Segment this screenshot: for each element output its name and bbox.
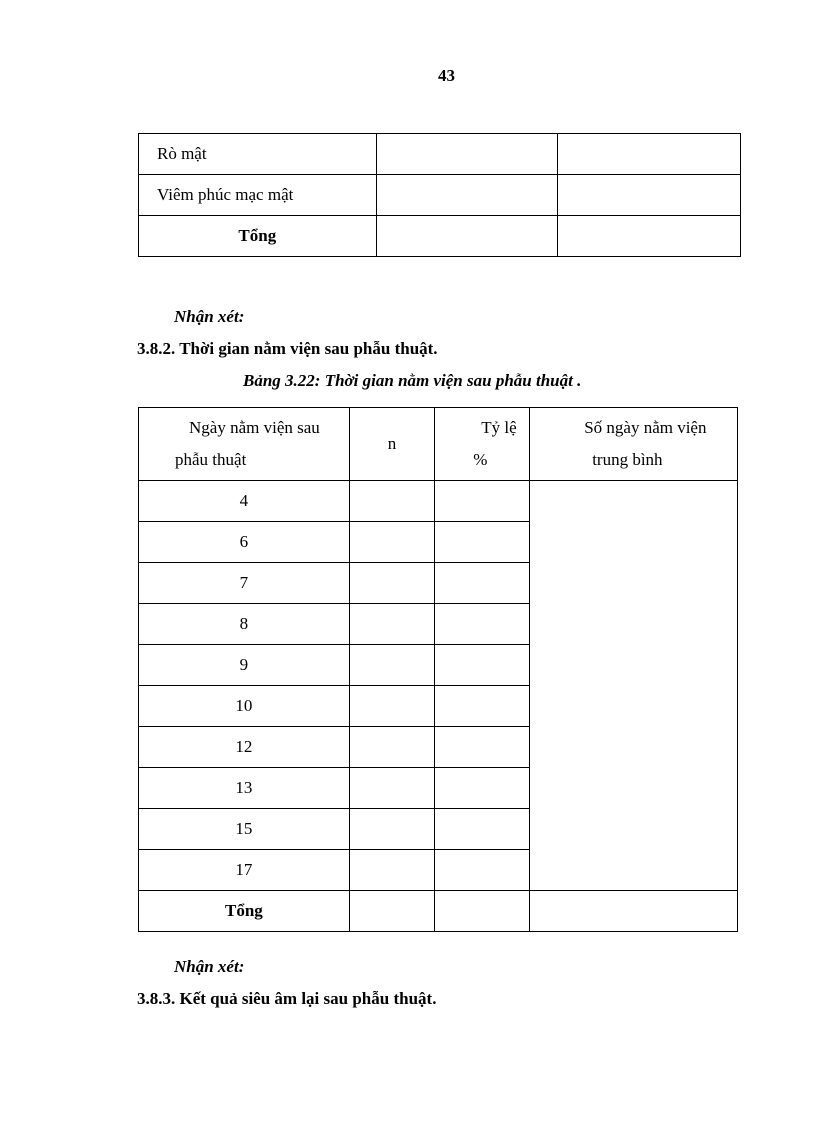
table-cell [376,175,558,216]
table-cell [349,850,434,891]
table-cell [435,686,530,727]
header-n: n [349,408,434,481]
total-label: Tổng [139,216,377,257]
complications-table [138,133,741,257]
table-header-row [139,408,738,481]
day-cell: 6 [139,522,350,563]
table-cell [349,604,434,645]
table-cell [349,481,434,522]
table-cell [349,686,434,727]
day-cell: 13 [139,768,350,809]
table-cell [349,727,434,768]
table-cell [349,645,434,686]
hospital-stay-table [138,407,738,932]
table-cell [558,216,741,257]
table-cell [435,522,530,563]
table-cell [435,481,530,522]
header-days-line1: Ngày nằm viện sau [189,418,320,437]
header-rate [435,408,530,481]
remark-label: Nhận xét: [174,957,245,976]
table-row [139,481,738,522]
header-rate-line1: Tỷ lệ [481,418,517,437]
table-cell [376,134,558,175]
table-cell [530,891,738,932]
table-cell [435,768,530,809]
header-mean-line1: Số ngày nằm viện [584,418,707,437]
table-total-row [139,216,741,257]
day-cell: 10 [139,686,350,727]
day-cell: 8 [139,604,350,645]
header-mean-line2: trung bình [592,450,663,469]
header-days [139,408,350,481]
day-cell: 4 [139,481,350,522]
mean-days-cell [530,481,738,891]
row-label: Viêm phúc mạc mật [139,175,377,216]
header-rate-line2: % [473,450,488,469]
table-cell [435,727,530,768]
table-cell [435,604,530,645]
page-number: 43 [438,66,455,85]
table-cell [435,563,530,604]
day-cell: 17 [139,850,350,891]
table-cell [435,850,530,891]
section-heading: 3.8.2. Thời gian nằm viện sau phẫu thuật. [137,339,438,358]
table-row [139,134,741,175]
header-mean [530,408,738,481]
table-cell [435,645,530,686]
table-cell [435,891,530,932]
table-cell [558,134,741,175]
day-cell: 7 [139,563,350,604]
row-label: Rò mật [139,134,377,175]
day-cell: 9 [139,645,350,686]
header-days-line2: phẫu thuật [175,450,247,469]
table-cell [435,809,530,850]
table-cell [349,563,434,604]
day-cell: 12 [139,727,350,768]
table-cell [349,768,434,809]
day-cell: 15 [139,809,350,850]
table-caption: Bảng 3.22: Thời gian nằm viện sau phẫu thuật . [243,371,582,390]
table-cell [349,809,434,850]
section-heading: 3.8.3. Kết quả siêu âm lại sau phẫu thuật. [137,989,437,1008]
total-label: Tổng [139,891,350,932]
table-cell [349,891,434,932]
table-cell [376,216,558,257]
remark-label: Nhận xét: [174,307,245,326]
table-cell [349,522,434,563]
table-cell [558,175,741,216]
table-row [139,175,741,216]
table-total-row [139,891,738,932]
